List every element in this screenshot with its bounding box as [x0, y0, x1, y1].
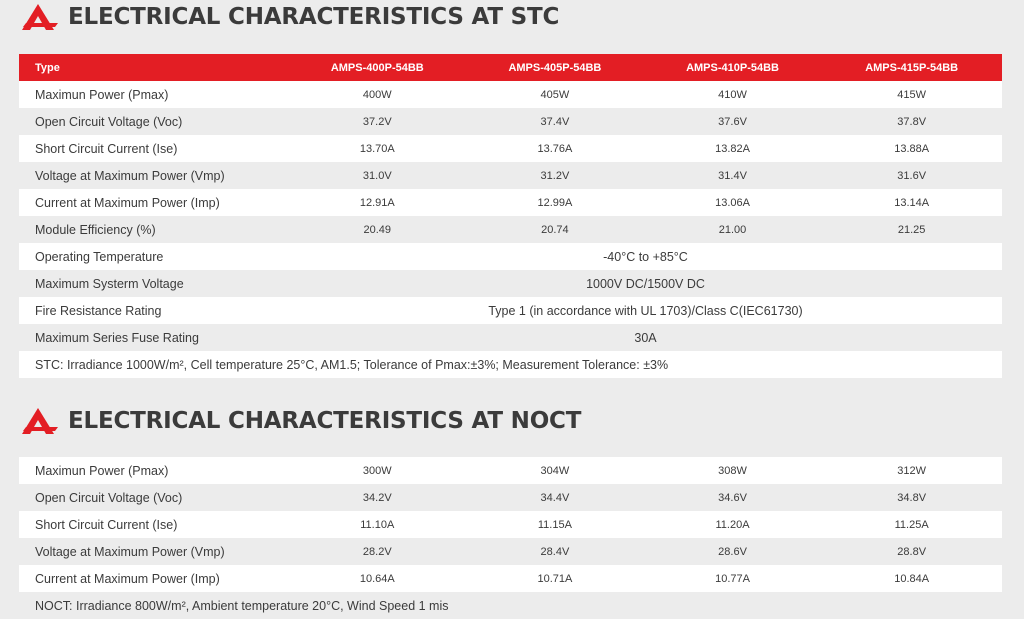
noct-note: NOCT: Irradiance 800W/m², Ambient temperature 20°C, Wind Speed 1 mis [35, 598, 449, 613]
table-row [19, 108, 1002, 135]
cell-value: 13.14A [894, 196, 930, 209]
table-row [19, 270, 1002, 297]
cell-value: 37.4V [540, 115, 570, 128]
cell-value: 13.06A [715, 196, 750, 209]
spanned-value: -40°C to +85°C [603, 249, 688, 264]
cell-value: 37.8V [897, 115, 927, 128]
cell-value: 13.76A [537, 142, 573, 155]
cell-value: 34.6V [718, 491, 747, 504]
cell-value: 12.99A [537, 196, 573, 209]
row-label: Open Circuit Voltage (Voc) [35, 114, 183, 129]
cell-value: 31.6V [897, 169, 927, 182]
stc-title: ELECTRICAL CHARACTERISTICS AT STC [68, 4, 560, 30]
row-label: Current at Maximum Power (Imp) [35, 195, 220, 210]
cell-value: 13.88A [894, 142, 930, 155]
row-label: Short Circuit Current (Ise) [35, 141, 178, 156]
cell-value: 12.91A [359, 196, 395, 209]
cell-value: 400W [362, 88, 392, 101]
cell-value: 11.25A [894, 518, 929, 531]
cell-value: 34.2V [362, 491, 392, 504]
cell-value: 300W [362, 464, 392, 477]
stc-section-heading [20, 0, 559, 34]
table-row [19, 189, 1002, 216]
cell-value: 13.82A [715, 142, 750, 155]
table-row [19, 297, 1002, 324]
cell-value: 31.2V [540, 169, 570, 182]
header-model: AMPS-410P-54BB [686, 61, 779, 74]
cell-value: 31.0V [362, 169, 392, 182]
cell-value: 20.74 [541, 223, 569, 236]
spanned-value: Type 1 (in accordance with UL 1703)/Class C(IEC61730) [488, 303, 803, 318]
cell-value: 28.2V [362, 545, 392, 558]
stc-note: STC: Irradiance 1000W/m², Cell temperature 25°C, AM1.5; Tolerance of Pmax:±3%; Measurement Tolerance: ±3% [35, 357, 669, 372]
row-label: Open Circuit Voltage (Voc) [35, 490, 183, 505]
table-row [19, 457, 1002, 484]
header-model: AMPS-405P-54BB [508, 61, 602, 74]
row-label: Voltage at Maximum Power (Vmp) [35, 168, 225, 183]
red-triangle-logo-icon [20, 407, 60, 435]
cell-value: 10.77A [715, 572, 750, 585]
noct-table [19, 457, 1002, 619]
cell-value: 21.25 [897, 223, 926, 236]
cell-value: 10.71A [537, 572, 573, 585]
table-row [19, 565, 1002, 592]
spanned-value: 30A [634, 330, 657, 345]
header-model: AMPS-400P-54BB [330, 61, 424, 74]
table-row [19, 81, 1002, 108]
stc-note-row [19, 351, 1002, 378]
noct-title: ELECTRICAL CHARACTERISTICS AT NOCT [68, 408, 582, 434]
table-row [19, 324, 1002, 351]
table-row [19, 162, 1002, 189]
row-label: Voltage at Maximum Power (Vmp) [35, 544, 225, 559]
row-label: Current at Maximum Power (Imp) [35, 571, 220, 586]
table-row [19, 511, 1002, 538]
cell-value: 28.6V [718, 545, 747, 558]
cell-value: 37.2V [362, 115, 392, 128]
cell-value: 308W [718, 464, 747, 477]
cell-value: 28.8V [897, 545, 927, 558]
cell-value: 34.8V [897, 491, 927, 504]
row-label: Operating Temperature [35, 249, 164, 264]
red-triangle-logo-icon [20, 3, 60, 31]
table-row [19, 216, 1002, 243]
cell-value: 405W [540, 88, 570, 101]
cell-value: 410W [718, 88, 747, 101]
cell-value: 13.70A [359, 142, 395, 155]
cell-value: 312W [897, 464, 927, 477]
row-label: Maximun Power (Pmax) [35, 87, 169, 102]
cell-value: 10.84A [894, 572, 930, 585]
cell-value: 21.00 [718, 223, 747, 236]
noct-section-heading [20, 404, 581, 438]
cell-value: 11.15A [537, 518, 572, 531]
cell-value: 11.20A [715, 518, 750, 531]
table-row [19, 135, 1002, 162]
row-label: Fire Resistance Rating [35, 303, 162, 318]
stc-table-header [19, 54, 1002, 81]
cell-value: 10.64A [359, 572, 395, 585]
header-model: AMPS-415P-54BB [865, 61, 959, 74]
stc-table [19, 54, 1002, 378]
noct-note-row [19, 592, 1002, 619]
row-label: Short Circuit Current (Ise) [35, 517, 178, 532]
row-label: Maximun Power (Pmax) [35, 463, 169, 478]
cell-value: 34.4V [540, 491, 570, 504]
cell-value: 20.49 [363, 223, 392, 236]
row-label: Module Efficiency (%) [35, 222, 156, 237]
row-label: Maximum Systerm Voltage [35, 276, 184, 291]
table-row [19, 538, 1002, 565]
header-type: Type [35, 61, 60, 74]
table-row [19, 484, 1002, 511]
cell-value: 415W [897, 88, 927, 101]
cell-value: 31.4V [718, 169, 747, 182]
cell-value: 37.6V [718, 115, 747, 128]
table-row [19, 243, 1002, 270]
cell-value: 304W [540, 464, 570, 477]
row-label: Maximum Series Fuse Rating [35, 330, 199, 345]
cell-value: 28.4V [540, 545, 570, 558]
spanned-value: 1000V DC/1500V DC [586, 276, 705, 291]
cell-value: 11.10A [360, 518, 395, 531]
